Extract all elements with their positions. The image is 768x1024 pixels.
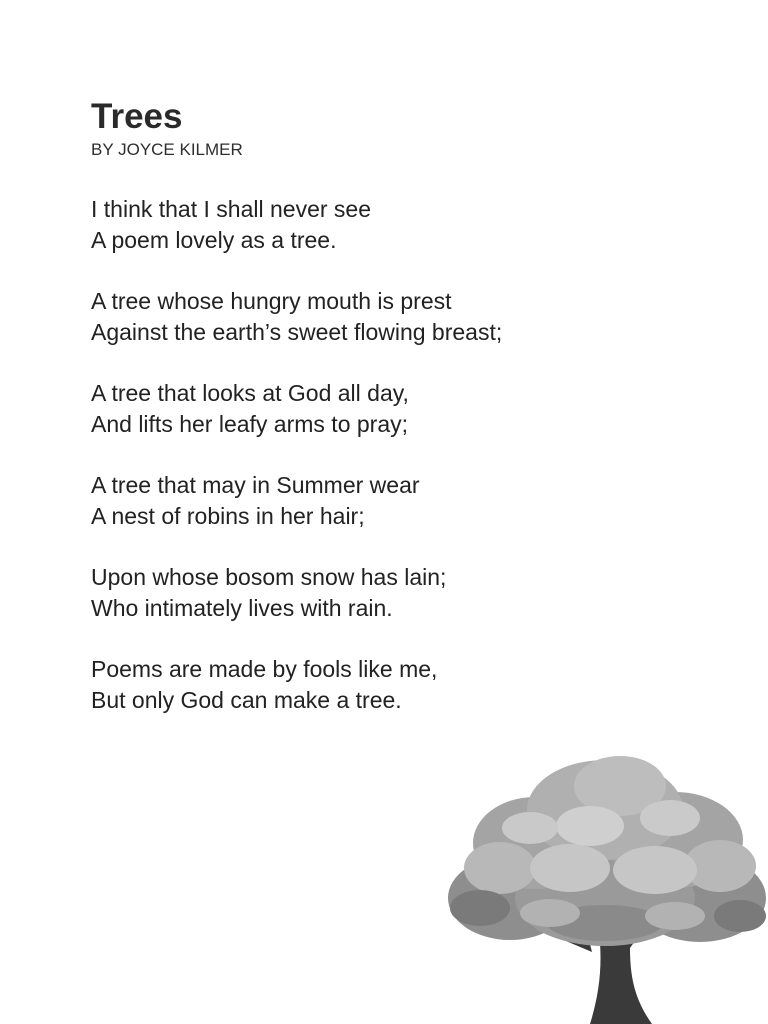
poem-title: Trees <box>91 97 183 136</box>
poem-line: I think that I shall never see <box>91 196 371 222</box>
poem-line: A tree whose hungry mouth is prest <box>91 288 452 314</box>
stanza <box>91 470 691 532</box>
poem-line: A tree that may in Summer wear <box>91 472 420 498</box>
poem-line: A nest of robins in her hair; <box>91 503 365 529</box>
poem-line: A tree that looks at God all day, <box>91 380 409 406</box>
stanza <box>91 378 691 440</box>
tree-icon <box>440 748 768 1024</box>
tree-foliage <box>448 756 766 946</box>
poem-line: Upon whose bosom snow has lain; <box>91 564 447 590</box>
poem-line: And lifts her leafy arms to pray; <box>91 411 409 437</box>
poem-line: Against the earth’s sweet flowing breast; <box>91 319 503 345</box>
poem-author: BY JOYCE KILMER <box>91 140 243 159</box>
stanza <box>91 654 691 716</box>
stanza <box>91 194 691 256</box>
poem-line: But only God can make a tree. <box>91 687 402 713</box>
poem-line: Poems are made by fools like me, <box>91 656 438 682</box>
poem-body <box>91 194 691 746</box>
stanza <box>91 286 691 348</box>
poem-line: A poem lovely as a tree. <box>91 227 337 253</box>
poem-line: Who intimately lives with rain. <box>91 595 393 621</box>
stanza <box>91 562 691 624</box>
